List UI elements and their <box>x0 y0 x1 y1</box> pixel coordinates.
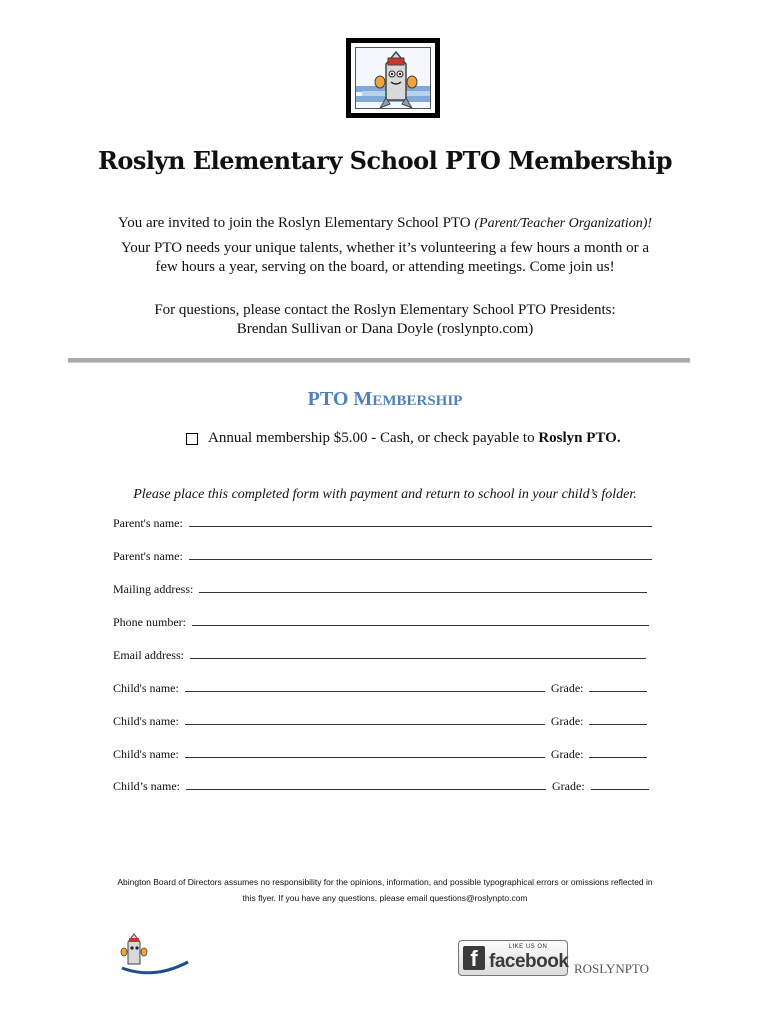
email-address-line[interactable] <box>190 648 646 659</box>
grade-line-3[interactable] <box>589 747 647 758</box>
child-name-label-1: Child's name: <box>113 681 179 695</box>
email-address-field <box>113 648 646 663</box>
child-name-line-4[interactable] <box>186 779 546 790</box>
facebook-wordmark: facebook <box>489 951 569 972</box>
child-name-field-3 <box>113 747 647 762</box>
parent-name-field-2 <box>113 549 652 564</box>
membership-payee: Roslyn PTO. <box>538 430 621 446</box>
section-heading-part2: EMBERSHIP <box>372 393 463 409</box>
grade-line-4[interactable] <box>591 779 649 790</box>
contact-text <box>0 301 770 339</box>
child-name-label-4: Child’s name: <box>113 779 180 793</box>
rocket-mascot-small-icon <box>118 930 190 976</box>
grade-label-1: Grade: <box>550 681 584 695</box>
mailing-address-line[interactable] <box>199 582 647 593</box>
grade-line-1[interactable] <box>589 681 647 692</box>
grade-line-2[interactable] <box>589 714 647 725</box>
grade-label-4: Grade: <box>552 779 585 793</box>
child-name-line-1[interactable] <box>185 681 545 692</box>
parent-name-line-2[interactable] <box>189 549 652 560</box>
form-instructions: Please place this completed form with payment and return to school in your child’s folder. <box>133 487 637 502</box>
disclaimer-line-1: Abington Board of Directors assumes no responsibility for the opinions, information, and possible typographical errors or omissions reflected in <box>117 877 653 887</box>
mailing-address-label: Mailing address: <box>113 582 194 596</box>
parent-name-field-1 <box>113 516 652 531</box>
child-name-field-1 <box>113 681 647 696</box>
section-divider <box>68 358 690 362</box>
membership-option[interactable] <box>186 430 621 447</box>
membership-option-label: Annual membership $5.00 - Cash, or check payable to <box>208 430 535 446</box>
parent-name-label-1: Parent's name: <box>113 516 183 530</box>
pitch-text <box>0 239 770 277</box>
child-name-line-2[interactable] <box>185 714 545 725</box>
intro-text <box>0 214 770 233</box>
pitch-line-2: few hours a year, serving on the board, or attending meetings. Come join us! <box>155 259 615 275</box>
disclaimer-note <box>0 874 770 906</box>
mailing-address-field <box>113 582 647 597</box>
facebook-like-badge[interactable] <box>458 940 568 976</box>
school-logo <box>346 38 440 118</box>
phone-number-line[interactable] <box>192 615 649 626</box>
contact-line-1: For questions, please contact the Roslyn Elementary School PTO Presidents: <box>154 302 616 318</box>
disclaimer-line-2: this flyer. If you have any questions, please email questions@roslynpto.com <box>242 893 528 903</box>
child-name-label-3: Child's name: <box>113 747 179 761</box>
child-name-label-2: Child's name: <box>113 714 179 728</box>
social-handle: ROSLYNPTO <box>574 961 650 976</box>
facebook-f-icon: f <box>463 946 485 970</box>
rocket-mascot-icon <box>356 48 431 109</box>
parent-name-line-1[interactable] <box>189 516 652 527</box>
section-heading <box>0 388 770 411</box>
contact-line-2: Brendan Sullivan or Dana Doyle (roslynpto.com) <box>236 321 534 337</box>
section-heading-part1: PTO M <box>307 388 373 410</box>
pitch-line-1: Your PTO needs your unique talents, whether it’s volunteering a few hours a month or a <box>120 240 650 256</box>
facebook-like-text: LIKE US ON <box>508 944 548 950</box>
page-title: Roslyn Elementary School PTO Membership <box>97 146 673 175</box>
phone-number-label: Phone number: <box>113 615 186 629</box>
child-name-line-3[interactable] <box>185 747 545 758</box>
child-name-field-4 <box>113 779 649 794</box>
membership-checkbox[interactable] <box>186 433 198 445</box>
phone-number-field <box>113 615 649 630</box>
intro-main: You are invited to join the Roslyn Elementary School PTO <box>117 215 471 231</box>
email-address-label: Email address: <box>113 648 184 662</box>
grade-label-2: Grade: <box>550 714 584 728</box>
grade-label-3: Grade: <box>550 747 584 761</box>
parent-name-label-2: Parent's name: <box>113 549 183 563</box>
child-name-field-2 <box>113 714 647 729</box>
intro-emphasis: (Parent/Teacher Organization)! <box>474 216 653 231</box>
